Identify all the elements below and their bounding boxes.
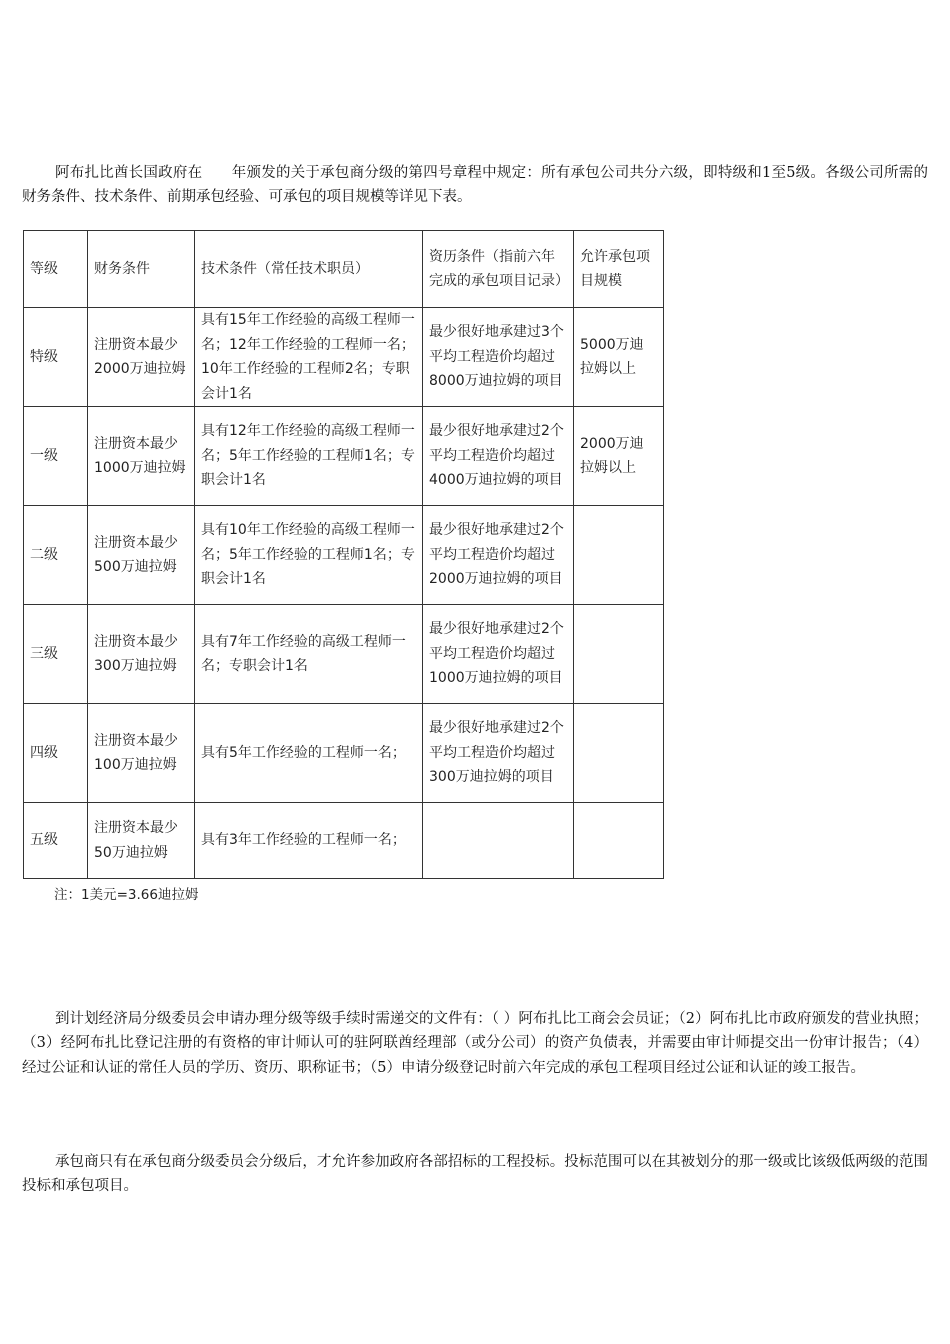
intro-paragraph: 阿布扎比酋长国政府在 年颁发的关于承包商分级的第四号章程中规定：所有承包公司共分六级，即特级和1至5级。各级公司所需的财务条件、技术条件、前期承包经验、可承包的项目规模等详见下表。 xyxy=(22,164,928,205)
record-cell: 最少很好地承建过3个平均工程造价均超过8000万迪拉姆的项目 xyxy=(423,308,574,407)
tech-cell: 具有3年工作经验的工程师一名； xyxy=(195,803,423,879)
scale-cell xyxy=(574,506,664,605)
grade-cell: 四级 xyxy=(24,704,88,803)
finance-cell: 注册资本最少1000万迪拉姆 xyxy=(88,407,195,506)
tech-cell: 具有7年工作经验的高级工程师一名；专职会计1名 xyxy=(195,605,423,704)
record-cell: 最少很好地承建过2个平均工程造价均超过4000万迪拉姆的项目 xyxy=(423,407,574,506)
grade-cell: 特级 xyxy=(24,308,88,407)
tech-cell: 具有10年工作经验的高级工程师一名；5年工作经验的工程师1名；专职会计1名 xyxy=(195,506,423,605)
header-finance: 财务条件 xyxy=(88,231,195,308)
required-documents-paragraph: 到计划经济局分级委员会申请办理分级等级手续时需递交的文件有：（ ）阿布扎比工商会会员证；（2）阿布扎比市政府颁发的营业执照；（3）经阿布扎比登记注册的有资格的审计师认可的驻阿联酋经理部（或分公司）的资产负债表，并需要由审计师提交出一份审计报告；（4）经过公证和认证的常任人员的学历、资历、职称证书；（5）申请分级登记时前六年完成的承包工程项目经过公证和认证的竣工报告。 xyxy=(22,1010,928,1076)
record-cell xyxy=(423,803,574,879)
record-cell: 最少很好地承建过2个平均工程造价均超过300万迪拉姆的项目 xyxy=(423,704,574,803)
finance-cell: 注册资本最少300万迪拉姆 xyxy=(88,605,195,704)
record-cell: 最少很好地承建过2个平均工程造价均超过1000万迪拉姆的项目 xyxy=(423,605,574,704)
scale-cell: 2000万迪拉姆以上 xyxy=(574,407,664,506)
finance-cell: 注册资本最少2000万迪拉姆 xyxy=(88,308,195,407)
header-scale: 允许承包项目规模 xyxy=(574,231,664,308)
record-cell: 最少很好地承建过2个平均工程造价均超过2000万迪拉姆的项目 xyxy=(423,506,574,605)
tech-cell: 具有5年工作经验的工程师一名； xyxy=(195,704,423,803)
tech-cell: 具有15年工作经验的高级工程师一名；12年工作经验的工程师一名；10年工作经验的工程师2名；专职会计1名 xyxy=(195,308,423,407)
grade-cell: 三级 xyxy=(24,605,88,704)
finance-cell: 注册资本最少500万迪拉姆 xyxy=(88,506,195,605)
scale-cell xyxy=(574,605,664,704)
bidding-scope-paragraph: 承包商只有在承包商分级委员会分级后，才允许参加政府各部招标的工程投标。投标范围可以在其被划分的那一级或比该级低两级的范围投标和承包项目。 xyxy=(22,1153,928,1194)
contractor-grade-table xyxy=(23,230,664,879)
grade-cell: 一级 xyxy=(24,407,88,506)
grade-cell: 五级 xyxy=(24,803,88,879)
table-row xyxy=(24,506,664,605)
header-record: 资历条件（指前六年完成的承包项目记录） xyxy=(423,231,574,308)
table-row xyxy=(24,308,664,407)
scale-cell xyxy=(574,803,664,879)
header-grade: 等级 xyxy=(24,231,88,308)
scale-cell: 5000万迪拉姆以上 xyxy=(574,308,664,407)
table-row xyxy=(24,407,664,506)
tech-cell: 具有12年工作经验的高级工程师一名；5年工作经验的工程师1名；专职会计1名 xyxy=(195,407,423,506)
exchange-rate-note: 注：1美元=3.66迪拉姆 xyxy=(54,887,199,903)
finance-cell: 注册资本最少50万迪拉姆 xyxy=(88,803,195,879)
scale-cell xyxy=(574,704,664,803)
grade-cell: 二级 xyxy=(24,506,88,605)
table-row xyxy=(24,605,664,704)
table-header-row xyxy=(24,231,664,308)
finance-cell: 注册资本最少100万迪拉姆 xyxy=(88,704,195,803)
table-row xyxy=(24,803,664,879)
header-tech: 技术条件（常任技术职员） xyxy=(195,231,423,308)
table-row xyxy=(24,704,664,803)
